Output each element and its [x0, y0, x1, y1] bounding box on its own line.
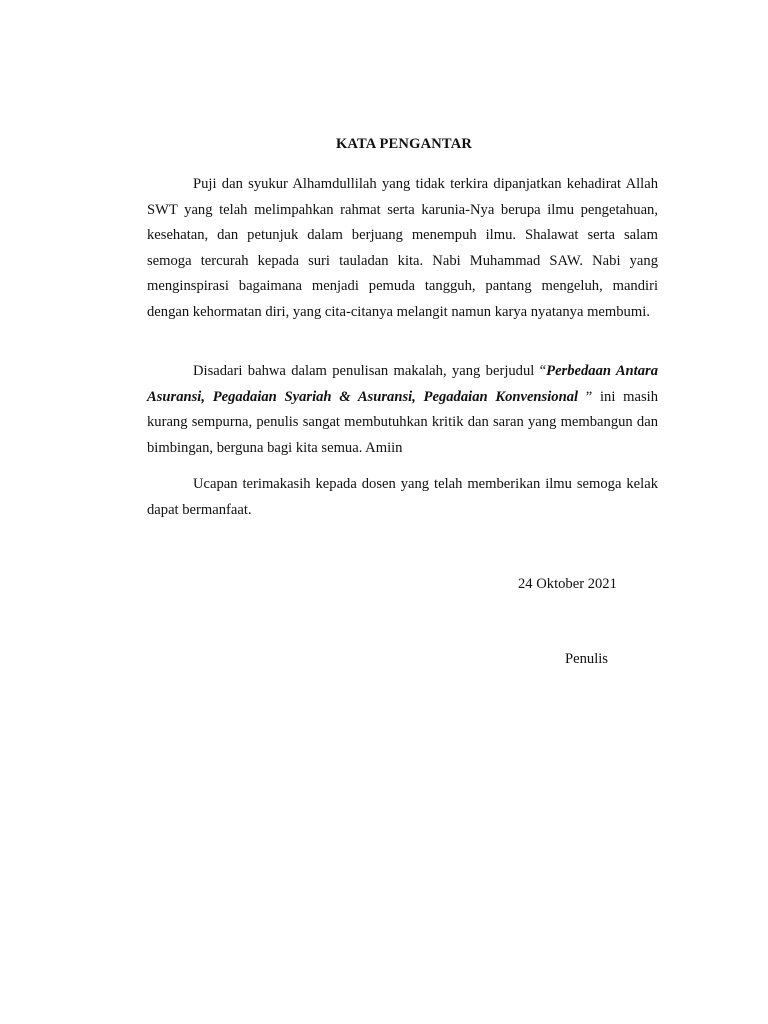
paragraph-thanks: Ucapan terimakasih kepada dosen yang telah memberikan ilmu semoga kelak dapat bermanfaat.: [147, 476, 658, 518]
document-date: 24 Oktober 2021: [518, 576, 617, 592]
paper-title-emphasis: Perbedaan Antara Asuransi, Pegadaian Syariah & Asuransi, Pegadaian Konvensional: [147, 363, 658, 405]
paragraph-disclaimer-start: Disadari bahwa dalam penulisan makalah, yang berjudul “: [193, 363, 547, 379]
paragraph-disclaimer: [147, 359, 658, 461]
page-title: KATA PENGANTAR: [335, 136, 473, 152]
paragraph-intro: Puji dan syukur Alhamdullilah yang tidak terkira dipanjatkan kehadirat Allah SWT yang telah melimpahkan rahmat serta karunia-Nya berupa ilmu pengetahuan, kesehatan, dan petunjuk dalam berjuang menempuh ilmu. Shalawat serta salam semoga tercurah kepada suri tauladan kita. Nabi Muhammad SAW. Nabi yang menginspirasi bagaimana menjadi pemuda tangguh, pantang mengeluh, mandiri dengan kehormatan diri, yang cita-citanya melangit namun karya nyatanya membumi.: [147, 176, 658, 320]
paragraph-disclaimer-end: ” ini masih kurang sempurna, penulis sangat membutuhkan kritik dan saran yang membangun dan bimbingan, berguna bagi kita semua. Amiin: [147, 388, 658, 456]
signer-label: Penulis: [565, 651, 608, 667]
